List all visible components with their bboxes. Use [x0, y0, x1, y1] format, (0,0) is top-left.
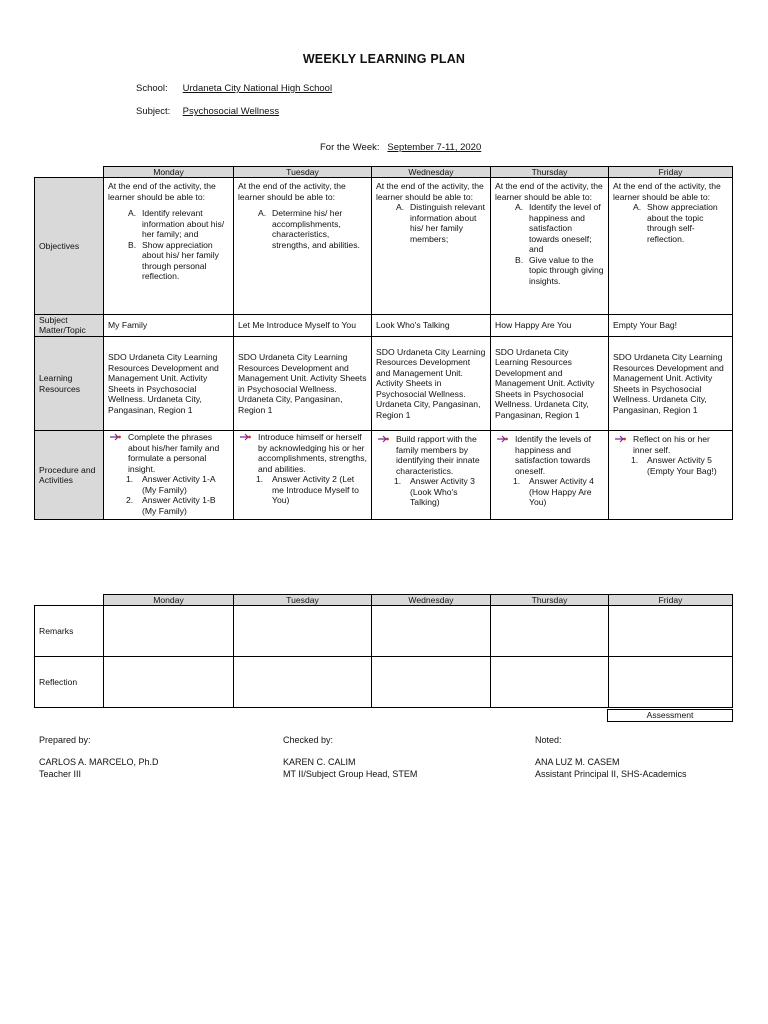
resource-cell: SDO Urdaneta City Learning Resources Development and Management Unit. Activity Sheets in Psychosocial Wellness. Urdaneta City, Pangasinan, Region 1 — [609, 337, 733, 431]
procedure-item: Identify the levels of happiness and satisfaction towards oneself. — [495, 434, 604, 476]
objective-item: B. Show appreciation about his/ her family through personal reflection. — [128, 239, 219, 281]
topic-cell: My Family — [104, 315, 234, 337]
objectives-cell — [372, 178, 491, 315]
remarks-header-row — [35, 595, 733, 606]
objective-intro: At the end of the activity, the learner should be able to: — [108, 181, 216, 202]
corner-cell — [35, 167, 104, 178]
signatory-role: Noted: — [535, 735, 562, 745]
remarks-cell — [372, 606, 491, 657]
objective-item: B. Give value to the topic through giving insights. — [515, 254, 604, 286]
signatory-checked — [283, 734, 417, 780]
row-label-learning-resources: Learning Resources — [35, 337, 104, 431]
signatory-position: MT II/Subject Group Head, STEM — [283, 769, 418, 779]
day-header-friday: Friday — [609, 595, 733, 606]
resource-cell: SDO Urdaneta City Learning Resources Development and Management Unit. Activity Sheets in Psychosocial Wellness. Urdaneta City, Pangasinan, Region 1 — [104, 337, 234, 431]
school-value: Urdaneta City National High School — [182, 83, 333, 94]
day-header-monday: Monday — [104, 595, 234, 606]
objectives-cell — [609, 178, 733, 315]
procedure-cell — [104, 431, 234, 520]
row-label-procedure: Procedure and Activities — [35, 431, 104, 520]
arrow-bullet-icon — [615, 435, 627, 443]
procedure-item: Reflect on his or her inner self. — [613, 434, 728, 455]
reflection-cell — [104, 657, 234, 708]
objective-intro: At the end of the activity, the learner should be able to: — [495, 181, 603, 202]
procedure-item: Build rapport with the family members by identifying their innate characteristics. — [376, 434, 486, 476]
resources-row — [35, 337, 733, 431]
remarks-cell — [234, 606, 372, 657]
signatory-prepared — [39, 734, 159, 780]
signatory-role: Prepared by: — [39, 735, 91, 745]
row-label-subject-matter: Subject Matter/Topic — [35, 315, 104, 337]
topic-cell: Look Who's Talking — [372, 315, 491, 337]
row-label-remarks: Remarks — [35, 606, 104, 657]
page-title: WEEKLY LEARNING PLAN — [302, 52, 466, 66]
reflection-row — [35, 657, 733, 708]
assessment-cell: Assessment — [607, 709, 733, 722]
resource-cell: SDO Urdaneta City Learning Resources Development and Management Unit. Activity Sheets in Psychosocial Wellness. Urdaneta City, Pangasinan, Region 1 — [372, 337, 491, 431]
objective-item: A. Determine his/ her accomplishments, characteristics, strengths, and abilities. — [258, 208, 360, 250]
topic-row — [35, 315, 733, 337]
signatory-name: ANA LUZ M. CASEM — [535, 757, 620, 767]
resource-cell: SDO Urdaneta City Learning Resources Development and Management Unit. Activity Sheets in Psychosocial Wellness. Urdaneta City, Pangasinan, Region 1 — [234, 337, 372, 431]
remarks-cell — [104, 606, 234, 657]
topic-cell: Let Me Introduce Myself to You — [234, 315, 372, 337]
arrow-bullet-icon — [378, 435, 390, 443]
procedure-item: Introduce himself or herself by acknowledging his or her accomplishments, strengths, and abilities. — [238, 432, 367, 474]
topic-cell: Empty Your Bag! — [609, 315, 733, 337]
signatory-noted — [535, 734, 687, 780]
reflection-cell — [609, 657, 733, 708]
procedure-subitem: 2. Answer Activity 1-B (My Family) — [126, 495, 216, 516]
reflection-cell — [372, 657, 491, 708]
signatory-name: CARLOS A. MARCELO, Ph.D — [39, 757, 159, 767]
school-label: School: — [136, 83, 168, 94]
subject-value: Psychosocial Wellness — [182, 106, 280, 117]
arrow-bullet-icon — [110, 433, 122, 441]
plan-table — [34, 166, 733, 520]
remarks-table — [34, 594, 733, 708]
remarks-cell — [491, 606, 609, 657]
week-row — [320, 142, 481, 153]
subject-label: Subject: — [136, 106, 171, 117]
day-header-wednesday: Wednesday — [372, 167, 491, 178]
reflection-cell — [491, 657, 609, 708]
procedure-subitem: 1. Answer Activity 3 (Look Who's Talking) — [394, 476, 475, 507]
procedure-subitem: 1. Answer Activity 5 (Empty Your Bag!) — [631, 455, 717, 476]
objective-item: A. Show appreciation about the topic through self-reflection. — [633, 202, 718, 244]
plan-header-row — [35, 167, 733, 178]
day-header-tuesday: Tuesday — [234, 167, 372, 178]
day-header-thursday: Thursday — [491, 167, 609, 178]
procedure-cell — [372, 431, 491, 520]
objective-intro: At the end of the activity, the learner should be able to: — [376, 181, 484, 202]
day-header-thursday: Thursday — [491, 595, 609, 606]
procedure-row — [35, 431, 733, 520]
objective-item: A. Identify the level of happiness and satisfaction towards oneself; and — [515, 202, 601, 254]
remarks-row — [35, 606, 733, 657]
arrow-bullet-icon — [497, 435, 509, 443]
procedure-cell — [491, 431, 609, 520]
week-value: September 7-11, 2020 — [387, 142, 482, 153]
objectives-cell — [104, 178, 234, 315]
objective-item: A. Identify relevant information about his/ her family; and — [128, 208, 225, 239]
day-header-friday: Friday — [609, 167, 733, 178]
procedure-subitem: 1. Answer Activity 2 (Let me Introduce Myself to You) — [256, 474, 359, 505]
remarks-cell — [609, 606, 733, 657]
day-header-wednesday: Wednesday — [372, 595, 491, 606]
school-row — [136, 83, 332, 94]
arrow-bullet-icon — [240, 433, 252, 441]
procedure-subitem: 1. Answer Activity 1-A (My Family) — [126, 474, 216, 495]
day-header-monday: Monday — [104, 167, 234, 178]
signatory-position: Assistant Principal II, SHS-Academics — [535, 769, 687, 779]
corner-cell — [35, 595, 104, 606]
week-label: For the Week: — [320, 142, 380, 153]
reflection-cell — [234, 657, 372, 708]
objective-intro: At the end of the activity, the learner should be able to: — [613, 181, 721, 202]
signatory-name: KAREN C. CALIM — [283, 757, 356, 767]
resource-cell: SDO Urdaneta City Learning Resources Development and Management Unit. Activity Sheets in Psychosocial Wellness. Urdaneta City, Pangasinan, Region 1 — [491, 337, 609, 431]
objective-intro: At the end of the activity, the learner should be able to: — [238, 181, 346, 202]
procedure-subitem: 1. Answer Activity 4 (How Happy Are You) — [513, 476, 594, 507]
procedure-item: Complete the phrases about his/her family and formulate a personal insight. — [108, 432, 229, 474]
row-label-reflection: Reflection — [35, 657, 104, 708]
objectives-cell — [491, 178, 609, 315]
signatory-role: Checked by: — [283, 735, 334, 745]
row-label-objectives: Objectives — [35, 178, 104, 315]
objectives-row — [35, 178, 733, 315]
procedure-cell — [234, 431, 372, 520]
topic-cell: How Happy Are You — [491, 315, 609, 337]
subject-row — [136, 106, 279, 117]
objective-item: A. Distinguish relevant information about his/ her family members; — [396, 202, 485, 244]
signatory-position: Teacher III — [39, 769, 82, 779]
objectives-cell — [234, 178, 372, 315]
day-header-tuesday: Tuesday — [234, 595, 372, 606]
procedure-cell — [609, 431, 733, 520]
